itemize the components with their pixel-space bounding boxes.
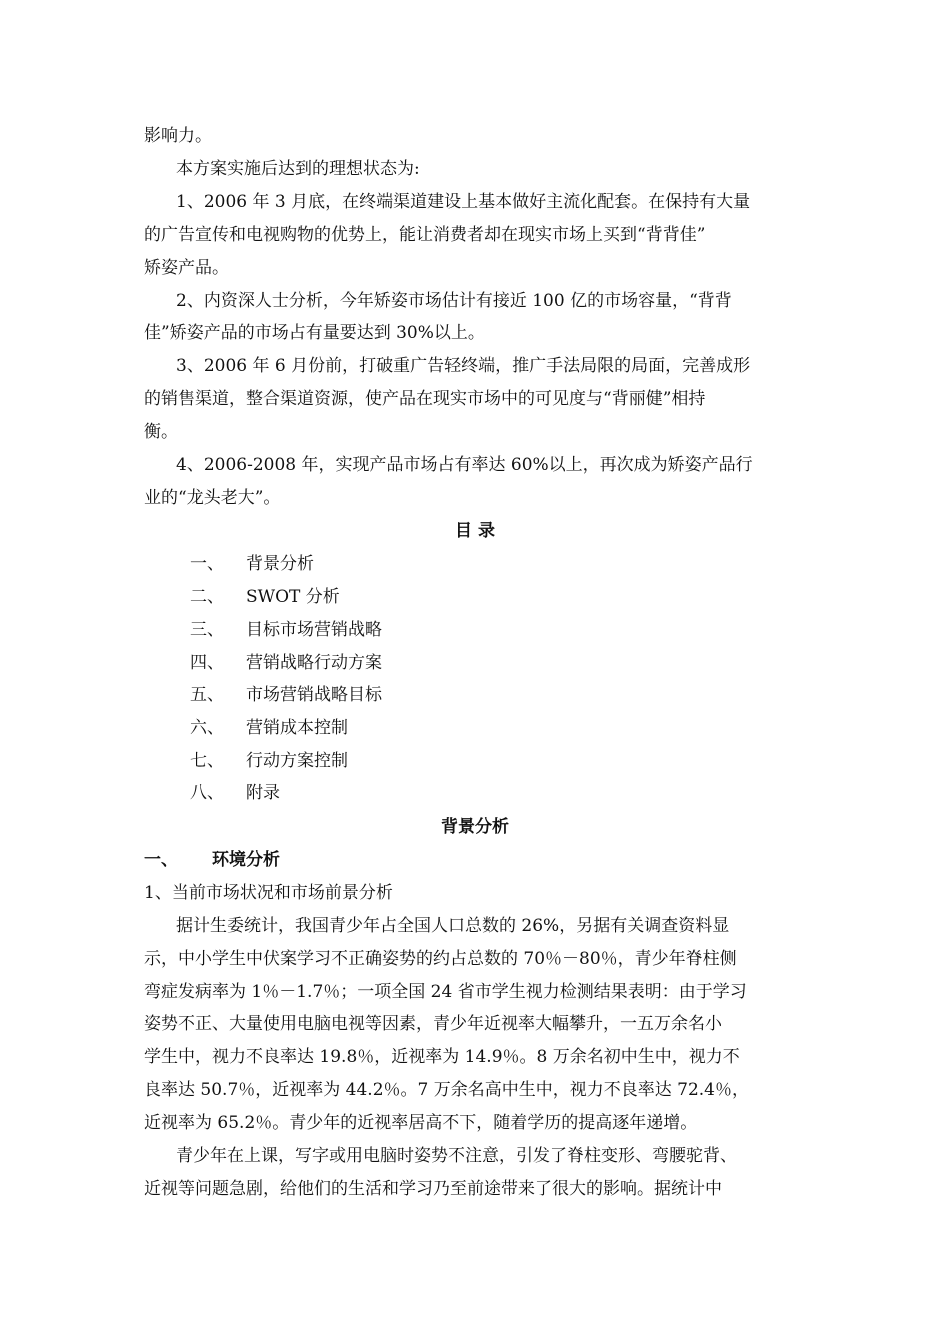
goal-2-line: 2、内资深人士分析，今年矫姿市场估计有接近 100 亿的市场容量，“背背 xyxy=(176,291,732,311)
subsection-title: 环境分析 xyxy=(212,850,280,870)
toc-title: 目 录 xyxy=(455,521,495,541)
paragraph-line: 青少年在上课，写字或用电脑时姿势不注意，引发了脊柱变形、弯腰驼背、 xyxy=(176,1146,737,1166)
toc-item-label: 营销成本控制 xyxy=(246,718,348,738)
subsection-number: 一、 xyxy=(144,850,178,870)
goal-3-line: 3、2006 年 6 月份前，打破重广告轻终端，推广手法局限的局面，完善成形 xyxy=(176,356,751,376)
toc-item-label: 营销战略行动方案 xyxy=(246,653,382,673)
paragraph-line: 学生中，视力不良率达 19.8％，近视率为 14.9％。8 万余名初中生中，视力不 xyxy=(144,1047,740,1067)
goal-3-line: 衡。 xyxy=(144,422,178,442)
paragraph-line: 近视率为 65.2％。青少年的近视率居高不下，随着学历的提高逐年递增。 xyxy=(144,1113,698,1133)
paragraph-line: 姿势不正、大量使用电脑电视等因素，青少年近视率大幅攀升，一五万余名小 xyxy=(144,1014,722,1034)
toc-item-label: SWOT 分析 xyxy=(246,587,340,607)
goal-1-line: 1、2006 年 3 月底，在终端渠道建设上基本做好主流化配套。在保持有大量 xyxy=(176,192,751,212)
paragraph-line: 据计生委统计，我国青少年占全国人口总数的 26%，另据有关调查资料显 xyxy=(176,916,730,936)
toc-item-number: 七、 xyxy=(190,751,224,771)
toc-item-label: 背景分析 xyxy=(246,554,314,574)
toc-item-number: 六、 xyxy=(190,718,224,738)
toc-item-number: 八、 xyxy=(190,783,224,803)
toc-item-number: 五、 xyxy=(190,685,224,705)
toc-item-label: 附录 xyxy=(246,783,280,803)
paragraph-line: 示，中小学生中伏案学习不正确姿势的约占总数的 70％－80％，青少年脊柱侧 xyxy=(144,949,737,969)
toc-item-label: 行动方案控制 xyxy=(246,751,348,771)
intro-line: 本方案实施后达到的理想状态为: xyxy=(176,159,420,179)
intro-line: 影响力。 xyxy=(144,126,212,146)
goal-1-line: 的广告宣传和电视购物的优势上，能让消费者却在现实市场上买到“背背佳” xyxy=(144,225,706,245)
toc-item-label: 目标市场营销战略 xyxy=(246,620,382,640)
paragraph-line: 良率达 50.7％，近视率为 44.2％。7 万余名高中生中，视力不良率达 72.4％， xyxy=(144,1080,749,1100)
paragraph-line: 弯症发病率为 1％－1.7％；一项全国 24 省市学生视力检测结果表明：由于学习 xyxy=(144,982,747,1002)
toc-item-number: 三、 xyxy=(190,620,224,640)
subheading: 1、当前市场状况和市场前景分析 xyxy=(144,883,393,903)
goal-1-line: 矫姿产品。 xyxy=(144,258,229,278)
goal-4-line: 4、2006-2008 年，实现产品市场占有率达 60%以上，再次成为矫姿产品行 xyxy=(176,455,753,475)
goal-2-line: 佳”矫姿产品的市场占有量要达到 30%以上。 xyxy=(144,323,485,343)
toc-item-number: 四、 xyxy=(190,653,224,673)
paragraph-line: 近视等问题急剧，给他们的生活和学习乃至前途带来了很大的影响。据统计中 xyxy=(144,1179,722,1199)
toc-item-number: 二、 xyxy=(190,587,224,607)
section-heading: 背景分析 xyxy=(441,817,509,837)
toc-item-number: 一、 xyxy=(190,554,224,574)
goal-3-line: 的销售渠道，整合渠道资源，使产品在现实市场中的可见度与“背丽健”相持 xyxy=(144,389,706,409)
goal-4-line: 业的“龙头老大”。 xyxy=(144,488,281,508)
toc-item-label: 市场营销战略目标 xyxy=(246,685,382,705)
